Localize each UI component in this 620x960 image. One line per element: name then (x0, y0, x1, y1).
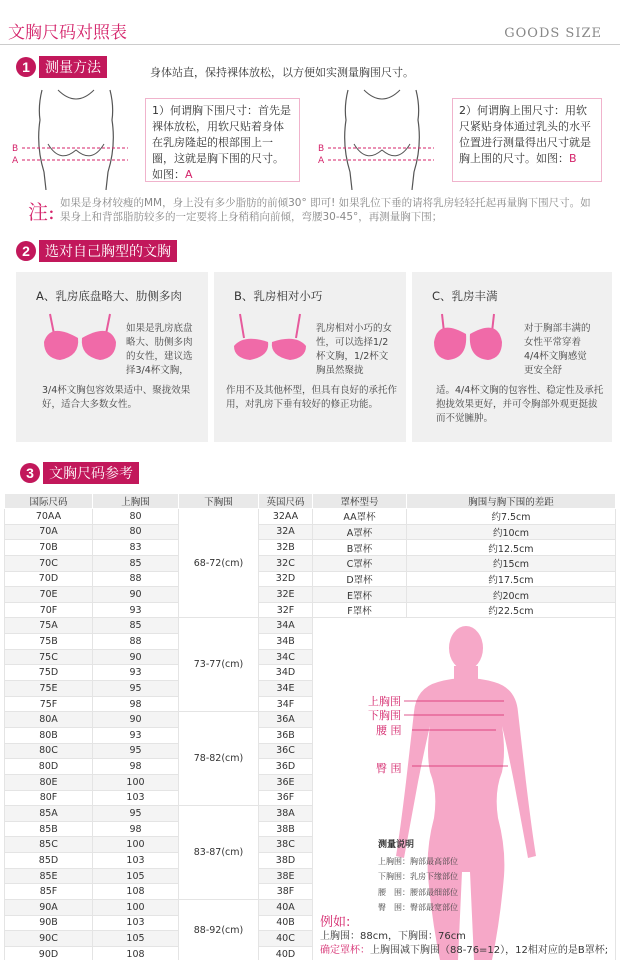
col-header: 下胸围 (179, 494, 259, 509)
overbust-cell: 103 (93, 790, 179, 806)
underbust-range-cell: 78-82(cm) (179, 712, 259, 806)
underbust-range-cell: 73-77(cm) (179, 618, 259, 712)
card-desc-cont: 3/4杯文胸包容效果适中、聚拢效果好，适合大多数女性。 (42, 385, 191, 410)
intl-size-cell: 90D (5, 946, 93, 960)
page-header (0, 0, 620, 46)
uk-size-cell: 36C (259, 743, 313, 759)
bra-icon (430, 312, 506, 364)
uk-size-cell: 34A (259, 618, 313, 634)
overbust-cell: 98 (93, 696, 179, 712)
col-header: 罩杯型号 (313, 494, 407, 509)
example-title: 例如: (320, 915, 351, 930)
uk-size-cell: 34B (259, 634, 313, 650)
underbust-label: 下胸围 (368, 709, 401, 722)
section-title: 测量方法 (39, 56, 107, 78)
intl-size-cell: 80A (5, 712, 93, 728)
bra-icon (40, 312, 120, 364)
intl-size-cell: 85D (5, 853, 93, 869)
table-row (5, 540, 616, 556)
uk-size-cell: 34C (259, 649, 313, 665)
mark-b: B (318, 144, 325, 154)
table-row (5, 524, 616, 540)
overbust-cell: 88 (93, 571, 179, 587)
overbust-cell: 80 (93, 524, 179, 540)
diff-cell: 约10cm (407, 524, 616, 540)
overbust-cell: 80 (93, 509, 179, 525)
diff-cell: 约15cm (407, 555, 616, 571)
intl-size-cell: 75F (5, 696, 93, 712)
hip-label: 臀 围 (376, 762, 402, 775)
uk-size-cell: 36D (259, 759, 313, 775)
card-title: B、乳房相对小巧 (234, 289, 323, 303)
uk-size-cell: 36E (259, 774, 313, 790)
uk-size-cell: 38B (259, 821, 313, 837)
legend-title: 测量说明 (378, 840, 415, 850)
underbust-range-cell: 88-92(cm) (179, 900, 259, 960)
overbust-cell: 93 (93, 727, 179, 743)
overbust-cell: 100 (93, 774, 179, 790)
section-number: 3 (20, 463, 40, 483)
intl-size-cell: 75B (5, 634, 93, 650)
example-line: 上胸围减下胸围（88-76=12），12相对应的是B罩杯; (370, 945, 609, 956)
torso-illustration-a (10, 86, 140, 190)
overbust-explainer (452, 98, 602, 182)
cup-type-cell: D罩杯 (313, 571, 407, 587)
uk-size-cell: 36A (259, 712, 313, 728)
example-label: 确定罩杯： (320, 945, 370, 956)
card-title: A、乳房底盘略大、肋侧多肉 (36, 289, 182, 303)
intl-size-cell: 90C (5, 931, 93, 947)
intl-size-cell: 75E (5, 681, 93, 697)
uk-size-cell: 32C (259, 555, 313, 571)
uk-size-cell: 36F (259, 790, 313, 806)
legend-item: 腰 围：腰部最细部位 (378, 887, 458, 897)
body-chart-area (316, 622, 614, 960)
uk-size-cell: 40D (259, 946, 313, 960)
intl-size-cell: 70B (5, 540, 93, 556)
uk-size-cell: 38E (259, 868, 313, 884)
mark-a: A (12, 156, 19, 166)
overbust-mark: B (569, 152, 577, 165)
intl-size-cell: 85F (5, 884, 93, 900)
overbust-cell: 98 (93, 759, 179, 775)
table-row (5, 602, 616, 618)
intl-size-cell: 70AA (5, 509, 93, 525)
uk-size-cell: 36B (259, 727, 313, 743)
card-desc: 如果是乳房底盘略大、肋侧多肉的女性，建议选择3/4杯文胸， (126, 323, 193, 376)
measure-intro: 身体站直，保持裸体放松，以方便如实测量胸围尺寸。 (150, 66, 414, 79)
overbust-cell: 95 (93, 681, 179, 697)
col-header: 国际尺码 (5, 494, 93, 509)
section-number: 2 (16, 241, 36, 261)
uk-size-cell: 32E (259, 587, 313, 603)
overbust-cell: 105 (93, 868, 179, 884)
card-title: C、乳房丰满 (432, 289, 498, 303)
uk-size-cell: 40C (259, 931, 313, 947)
page-subtitle: GOODS SIZE (504, 26, 602, 41)
col-header: 英国尺码 (259, 494, 313, 509)
underbust-text: 1）何谓胸下围尺寸：首先是裸体放松，用软尺贴着身体在乳房隆起的根部围上一圈，这就是胸下围的尺寸。如图： (152, 104, 291, 181)
overbust-cell: 85 (93, 555, 179, 571)
section-title: 文胸尺码参考 (43, 462, 139, 484)
cup-type-cell: AA罩杯 (313, 509, 407, 525)
uk-size-cell: 34E (259, 681, 313, 697)
intl-size-cell: 75A (5, 618, 93, 634)
overbust-cell: 83 (93, 540, 179, 556)
overbust-cell: 103 (93, 853, 179, 869)
table-header-row (5, 494, 616, 509)
page-title: 文胸尺码对照表 (8, 23, 127, 43)
uk-size-cell: 38A (259, 806, 313, 822)
intl-size-cell: 85B (5, 821, 93, 837)
card-desc: 对于胸部丰满的女性平常穿着4/4杯文胸感觉更安全舒 (524, 323, 591, 376)
diff-cell: 约7.5cm (407, 509, 616, 525)
table-row (5, 509, 616, 525)
intl-size-cell: 85A (5, 806, 93, 822)
overbust-cell: 100 (93, 900, 179, 916)
intl-size-cell: 70C (5, 555, 93, 571)
uk-size-cell: 32AA (259, 509, 313, 525)
section-title: 选对自己胸型的文胸 (39, 240, 177, 262)
underbust-explainer (145, 98, 300, 182)
table-row (5, 571, 616, 587)
col-header: 胸围与胸下围的差距 (407, 494, 616, 509)
card-desc: 乳房相对小巧的女性，可以选择1/2杯文胸，1/2杯文胸虽然聚拢 (316, 323, 393, 376)
overbust-cell: 105 (93, 931, 179, 947)
intl-size-cell: 80C (5, 743, 93, 759)
card-c (412, 272, 612, 442)
cup-type-cell: E罩杯 (313, 587, 407, 603)
intl-size-cell: 80B (5, 727, 93, 743)
intl-size-cell: 75D (5, 665, 93, 681)
overbust-cell: 90 (93, 712, 179, 728)
table-row (5, 587, 616, 603)
cup-type-cell: B罩杯 (313, 540, 407, 556)
overbust-cell: 108 (93, 946, 179, 960)
intl-size-cell: 80E (5, 774, 93, 790)
uk-size-cell: 32D (259, 571, 313, 587)
uk-size-cell: 34D (259, 665, 313, 681)
overbust-cell: 103 (93, 915, 179, 931)
intl-size-cell: 90A (5, 900, 93, 916)
section-1-heading (16, 56, 107, 78)
overbust-cell: 100 (93, 837, 179, 853)
torso-illustration-b (316, 86, 446, 190)
legend-item: 下胸围：乳房下缘部位 (378, 872, 458, 881)
legend-item: 上胸围：胸部最高部位 (378, 856, 458, 866)
intl-size-cell: 75C (5, 649, 93, 665)
card-desc-cont: 作用不及其他杯型，但具有良好的承托作用，对乳房下垂有较好的修正功能。 (226, 385, 398, 410)
uk-size-cell: 38C (259, 837, 313, 853)
uk-size-cell: 38D (259, 853, 313, 869)
overbust-cell: 90 (93, 649, 179, 665)
uk-size-cell: 32B (259, 540, 313, 556)
intl-size-cell: 70E (5, 587, 93, 603)
note-label: 注: (28, 200, 55, 224)
overbust-cell: 90 (93, 587, 179, 603)
cup-type-cell: A罩杯 (313, 524, 407, 540)
intl-size-cell: 80F (5, 790, 93, 806)
bra-type-cards (16, 272, 612, 442)
overbust-cell: 108 (93, 884, 179, 900)
diff-cell: 约22.5cm (407, 602, 616, 618)
mark-b: B (12, 144, 19, 154)
diff-cell: 约20cm (407, 587, 616, 603)
overbust-label: 上胸围 (368, 695, 401, 708)
section-3-heading (20, 462, 139, 484)
legend-item: 臀 围：臀部最宽部位 (378, 903, 458, 912)
section-number: 1 (16, 57, 36, 77)
card-desc-cont: 适。4/4杯文胸的包容性、稳定性及承托抱拢效果更好，并可令胸部外观更挺拔而不觉臃肿。 (436, 385, 604, 424)
uk-size-cell: 32A (259, 524, 313, 540)
intl-size-cell: 80D (5, 759, 93, 775)
uk-size-cell: 38F (259, 884, 313, 900)
bra-icon (230, 312, 310, 364)
overbust-cell: 98 (93, 821, 179, 837)
uk-size-cell: 34F (259, 696, 313, 712)
intl-size-cell: 70A (5, 524, 93, 540)
underbust-range-cell: 83-87(cm) (179, 806, 259, 900)
col-header: 上胸围 (93, 494, 179, 509)
example-block (320, 916, 616, 958)
underbust-mark: A (185, 168, 193, 181)
overbust-text: 2）何谓胸上围尺寸：用软尺紧贴身体通过乳头的水平位置进行测量得出尺寸就是胸上围的尺寸。如图： (459, 104, 591, 165)
diff-cell: 约17.5cm (407, 571, 616, 587)
measure-legend (378, 838, 458, 916)
intl-size-cell: 85C (5, 837, 93, 853)
overbust-cell: 85 (93, 618, 179, 634)
overbust-cell: 95 (93, 743, 179, 759)
header-divider (0, 44, 620, 45)
intl-size-cell: 85E (5, 868, 93, 884)
overbust-cell: 93 (93, 665, 179, 681)
uk-size-cell: 40A (259, 900, 313, 916)
intl-size-cell: 90B (5, 915, 93, 931)
uk-size-cell: 40B (259, 915, 313, 931)
cup-type-cell: C罩杯 (313, 555, 407, 571)
measure-lines (404, 698, 514, 768)
waist-label: 腰 围 (376, 724, 402, 737)
card-a (16, 272, 208, 442)
table-row (5, 555, 616, 571)
uk-size-cell: 32F (259, 602, 313, 618)
diff-cell: 约12.5cm (407, 540, 616, 556)
note-text: 如果是身材较瘦的MM，身上没有多少脂肪的前倾30° 即可! 如果乳位下垂的请将乳房轻轻托起再量胸下围尺寸。如果身上和背部脂肪较多的一定要将上身稍稍向前倾，弯腰30-45°，再测量胸下围； (60, 197, 591, 223)
example-line: 上胸围：88cm，下胸围：76cm (320, 931, 466, 942)
overbust-cell: 93 (93, 602, 179, 618)
intl-size-cell: 70D (5, 571, 93, 587)
cup-type-cell: F罩杯 (313, 602, 407, 618)
mark-a: A (318, 156, 325, 166)
overbust-cell: 88 (93, 634, 179, 650)
card-b (214, 272, 406, 442)
underbust-range-cell: 68-72(cm) (179, 509, 259, 618)
intl-size-cell: 70F (5, 602, 93, 618)
section-2-heading (16, 240, 177, 262)
overbust-cell: 95 (93, 806, 179, 822)
